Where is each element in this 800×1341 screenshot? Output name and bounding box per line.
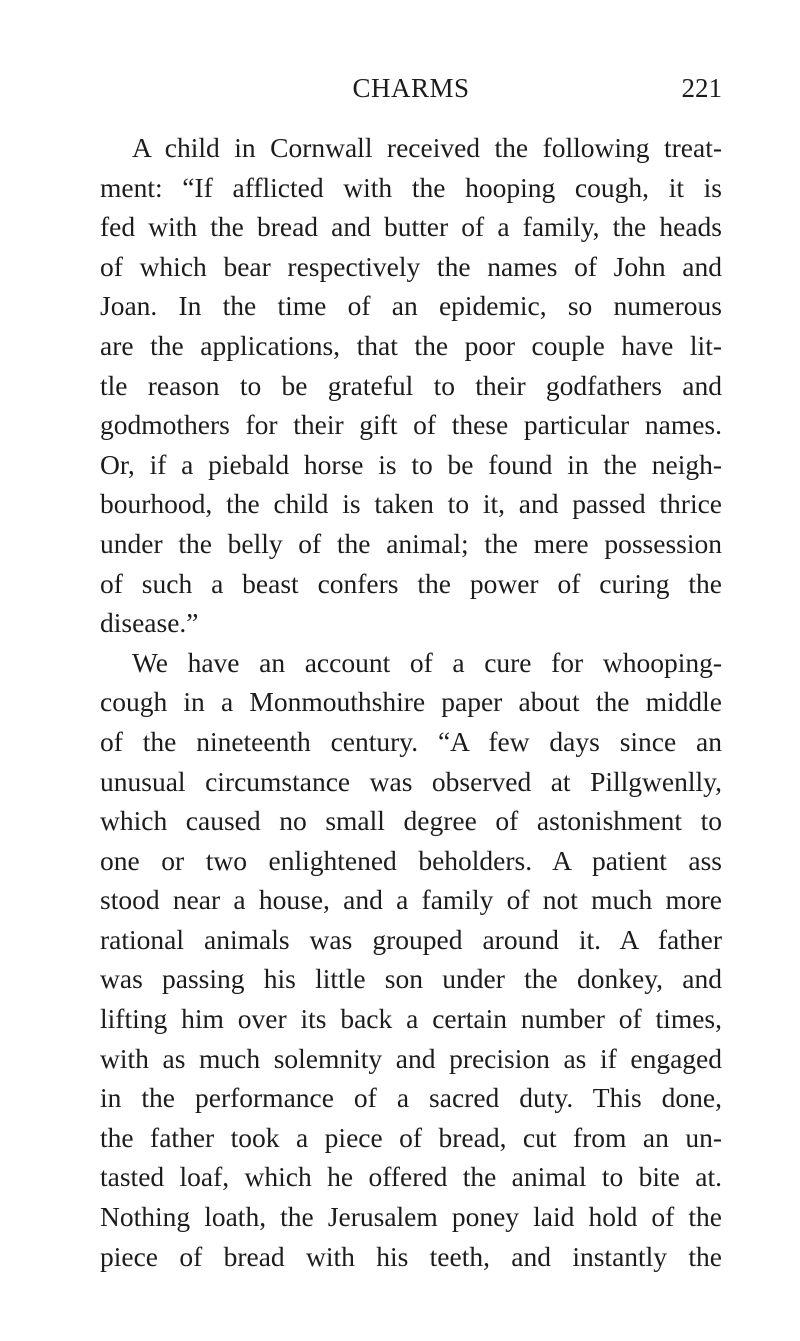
text-line: We have an account of a cure for whooping- [132, 646, 722, 678]
text-line: Joan. In the time of an epidemic, so numerous [100, 290, 722, 322]
text-line: under the belly of the animal; the mere possession [100, 527, 722, 559]
text-line: the father took a piece of bread, cut from an un- [100, 1121, 722, 1153]
text-line: bourhood, the child is taken to it, and passed thrice [100, 488, 722, 520]
text-line: was passing his little son under the donkey, and [100, 963, 722, 995]
text-line: which caused no small degree of astonishment to [100, 805, 722, 837]
text-line: unusual circumstance was observed at Pillgwenlly, [100, 765, 722, 797]
text-line: lifting him over its back a certain number of times, [100, 1003, 722, 1035]
running-head [100, 70, 722, 106]
text-line: godmothers for their gift of these particular names. [100, 409, 722, 441]
text-line: in the performance of a sacred duty. This done, [100, 1082, 722, 1114]
text-line: tle reason to be grateful to their godfathers and [100, 369, 722, 401]
text-line: Nothing loath, the Jerusalem poney laid hold of the [100, 1201, 722, 1233]
text-line: piece of bread with his teeth, and instantly the [100, 1240, 722, 1272]
text-line: of such a beast confers the power of curing the [100, 567, 722, 599]
text-line: rational animals was grouped around it. A father [100, 923, 722, 955]
text-line: ment: “If afflicted with the hooping cough, it is [100, 171, 722, 203]
text-line: fed with the bread and butter of a family, the heads [100, 211, 722, 243]
text-line: A child in Cornwall received the following treat- [132, 132, 722, 163]
text-line: with as much solemnity and precision as if engaged [100, 1042, 722, 1074]
text-line: tasted loaf, which he offered the animal to bite at. [100, 1161, 722, 1193]
text-line: one or two enlightened beholders. A patient ass [100, 844, 722, 876]
text-line: disease.” [100, 607, 199, 639]
page-number: 221 [681, 73, 722, 103]
text-line: stood near a house, and a family of not much more [100, 884, 722, 916]
text-line: are the applications, that the poor couple have lit- [100, 329, 722, 361]
running-title: CHARMS [352, 73, 470, 103]
text-line: cough in a Monmouthshire paper about the middle [100, 686, 722, 718]
body-text [100, 128, 722, 1276]
text-line: of the nineteenth century. “A few days since an [100, 725, 722, 757]
text-line: Or, if a piebald horse is to be found in the neigh- [100, 448, 722, 480]
text-line: of which bear respectively the names of John and [100, 250, 722, 282]
